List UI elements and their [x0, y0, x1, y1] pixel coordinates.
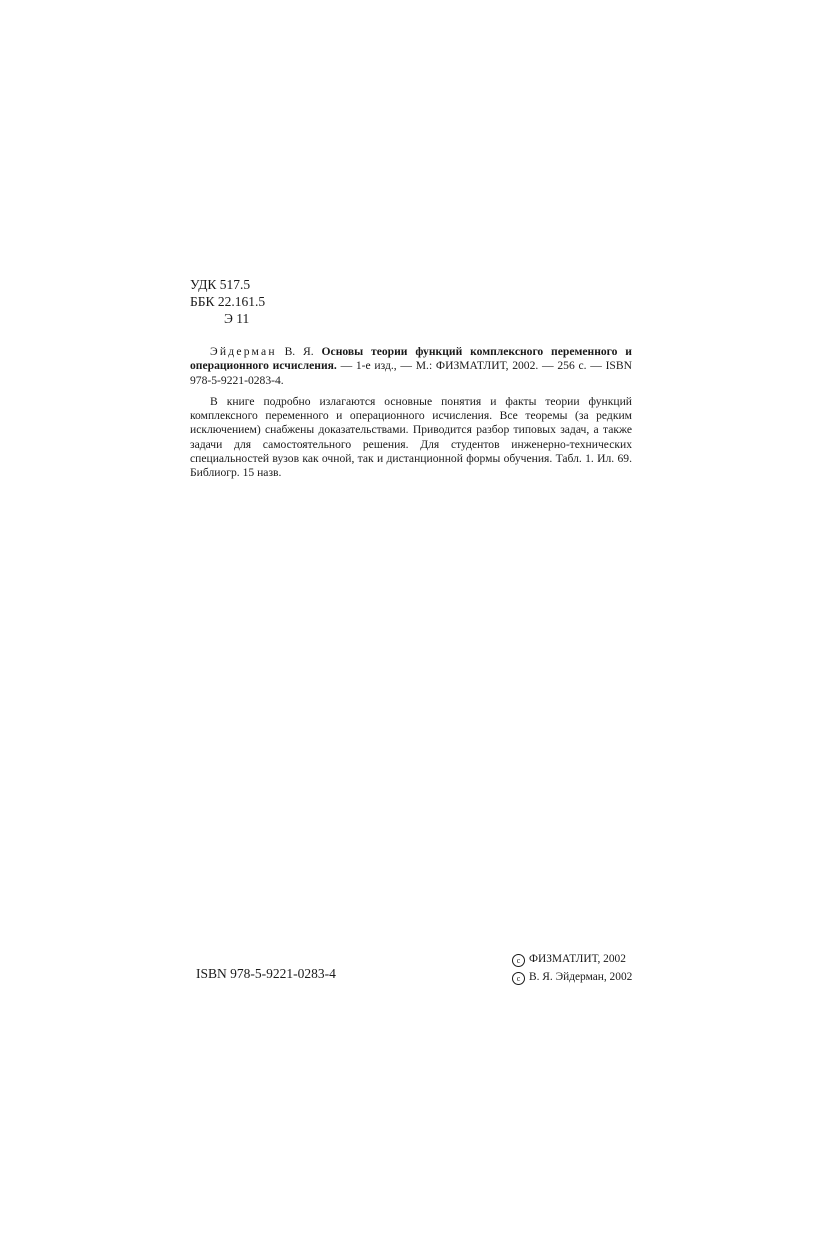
publication-info: — 1-е изд., — М.: ФИЗМАТЛИТ, 2002. — 256 с. — ISBN 978-5-9221-0283-4.: [190, 359, 632, 387]
author-sign: Э 11: [224, 311, 250, 326]
abstract-text: В книге подробно излагаются основные понятия и факты теории функций комплексного переменного и операционного исчисления. Все теоремы (за редким исключением) снабжены доказательствами. Приводится разбор типовых задач, а также задачи для самостоятельного решения. Для студентов инженерно-технических специальностей вузов как очной, так и дистанционной формы обучения. Табл. 1. Ил. 69. Библиогр. 15 назв.: [190, 394, 632, 480]
classification-block: [190, 276, 265, 327]
isbn-number: ISBN 978-5-9221-0283-4: [196, 966, 336, 981]
udk-code: УДК 517.5: [190, 277, 251, 292]
copyright-line-author: [512, 968, 632, 986]
copyright-holder-publisher: ФИЗМАТЛИТ, 2002: [529, 953, 626, 965]
author-initials: В. Я.: [284, 345, 314, 358]
book-title: Основы теории функций комплексного переменного и операционного исчисления.: [190, 345, 632, 373]
bbk-code: ББК 22.161.5: [190, 294, 266, 309]
copyright-icon: c: [512, 972, 525, 985]
copyright-line-publisher: [512, 950, 632, 968]
annotation-block: [190, 345, 632, 481]
copyright-holder-author: В. Я. Эйдерман, 2002: [529, 971, 633, 983]
bibliographic-entry: [190, 345, 632, 388]
copyright-block: [512, 950, 632, 986]
copyright-icon: c: [512, 954, 525, 967]
author-surname: Эйдерман: [210, 345, 277, 358]
